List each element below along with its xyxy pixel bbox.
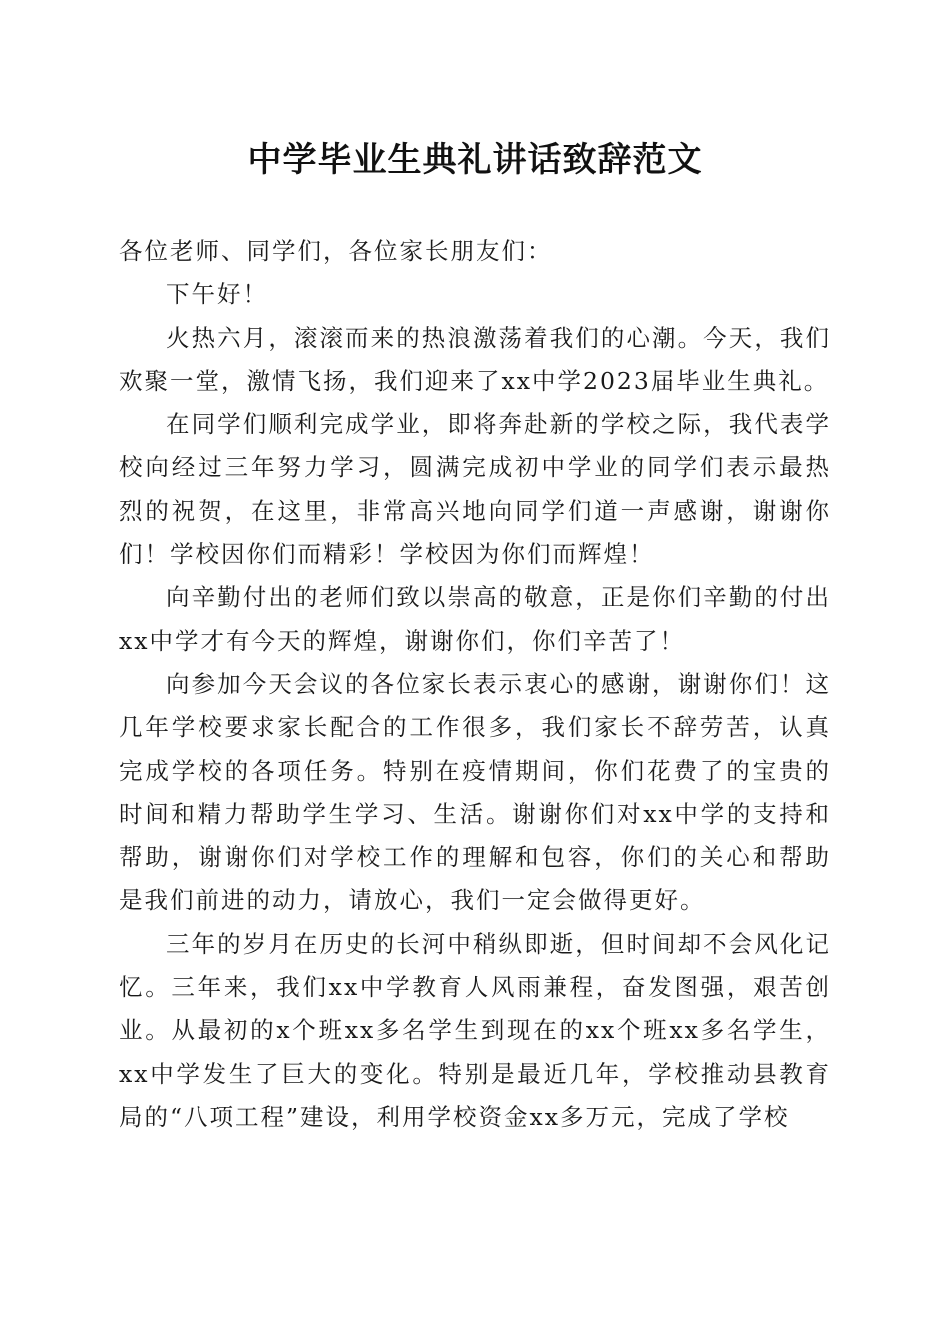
paragraph-2: 在同学们顺利完成学业，即将奔赴新的学校之际，我代表学校向经过三年努力学习，圆满完成初中学业的同学们表示最热烈的祝贺，在这里，非常高兴地向同学们道一声感谢，谢谢你们！学校因你们而精彩！学校因为你们而辉煌！	[119, 410, 831, 569]
paragraph-4: 向参加今天会议的各位家长表示衷心的感谢，谢谢你们！这几年学校要求家长配合的工作很多，我们家长不辞劳苦，认真完成学校的各项任务。特别在疫情期间，你们花费了的宝贵的时间和精力帮助学生学习、生活。谢谢你们对xx中学的支持和帮助，谢谢你们对学校工作的理解和包容，你们的关心和帮助是我们前进的动力，请放心，我们一定会做得更好。	[119, 669, 831, 915]
document-title: 中学毕业生典礼讲话致辞范文	[247, 140, 703, 180]
document-body	[119, 230, 831, 1139]
greeting: 下午好！	[166, 280, 268, 309]
salutation: 各位老师、同学们，各位家长朋友们：	[119, 237, 553, 265]
paragraph-3: 向辛勤付出的老师们致以崇高的敬意，正是你们辛勤的付出xx中学才有今天的辉煌，谢谢你们，你们辛苦了！	[119, 583, 831, 655]
paragraph-1: 火热六月，滚滚而来的热浪激荡着我们的心潮。今天，我们欢聚一堂，激情飞扬，我们迎来了xx中学2023届毕业生典礼。	[119, 323, 831, 395]
paragraph-5: 三年的岁月在历史的长河中稍纵即逝，但时间却不会风化记忆。三年来，我们xx中学教育人风雨兼程，奋发图强，艰苦创业。从最初的x个班xx多名学生到现在的xx个班xx多名学生，xx中学发生了巨大的变化。特别是最近几年，学校推动县教育局的“八项工程”建设，利用学校资金xx多万元，完成了学校	[119, 929, 831, 1131]
